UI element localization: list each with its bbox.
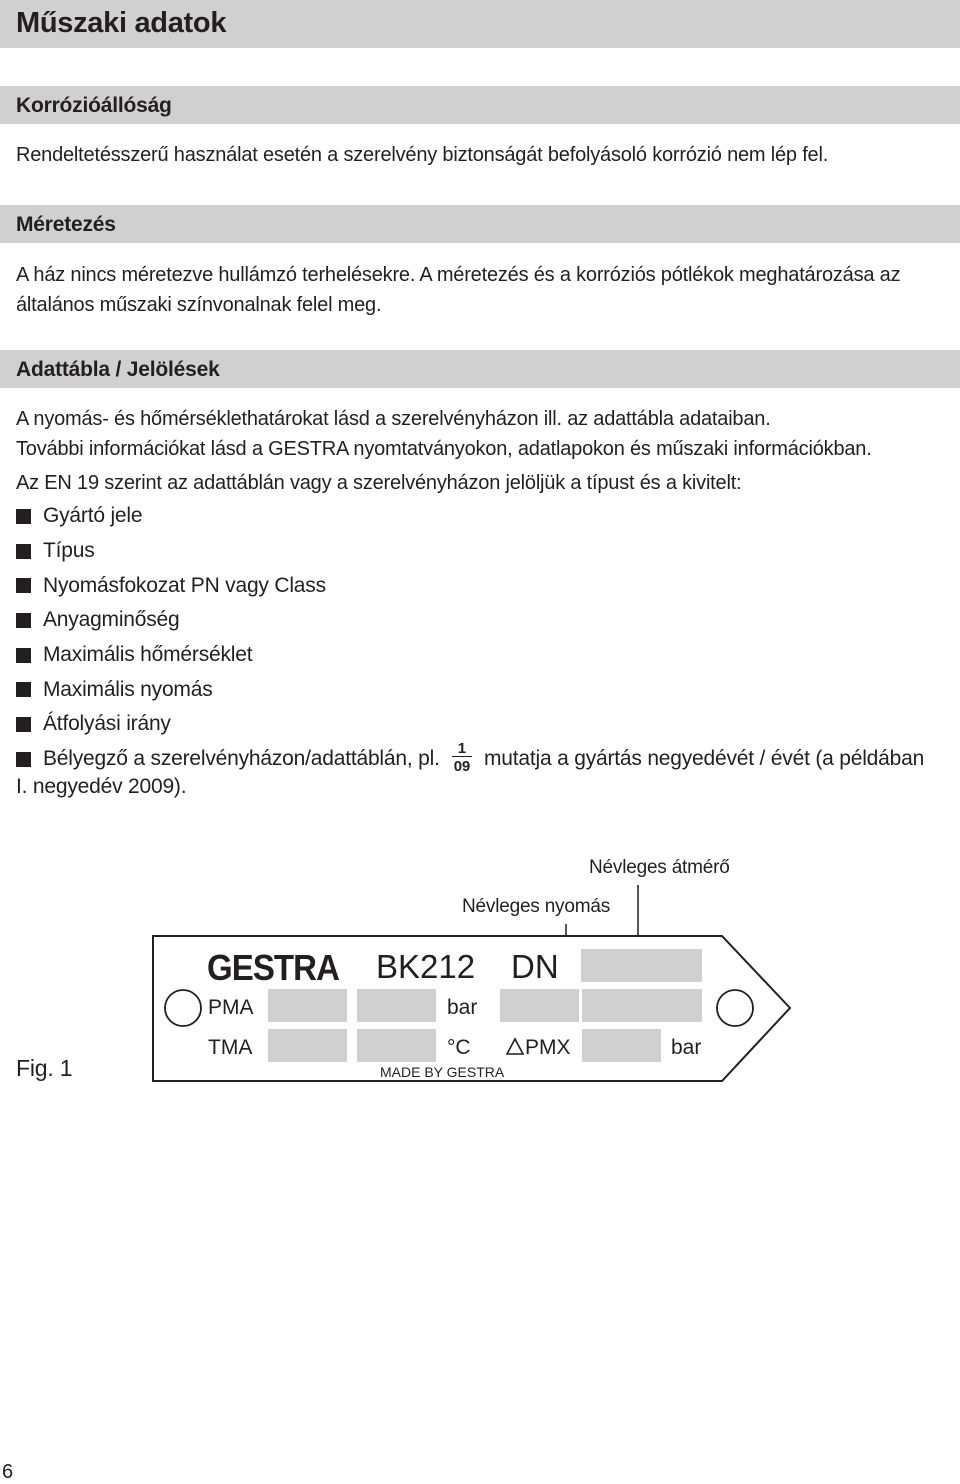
nominal-diameter-field	[582, 989, 702, 1022]
pma-value-field-1	[268, 989, 347, 1022]
stamp-item-continuation: I. negyedév 2009).	[16, 775, 187, 798]
list-item-stamp: Bélyegző a szerelvényházon/adattáblán, pl. $\frac{1}{09}$ mutatja a gyártás negyedévét / évét (a példában	[16, 742, 924, 777]
callout-nominal-pressure: Névleges nyomás	[462, 896, 611, 917]
date-stamp-fraction: $\frac{1}{09}$	[453, 739, 470, 775]
pmx-value-field	[582, 1029, 661, 1062]
list-item: Típus	[16, 534, 924, 569]
plate-made-by: MADE BY GESTRA	[380, 1064, 505, 1080]
list-item: Maximális hőmérséklet	[16, 638, 924, 673]
callout-nominal-diameter: Névleges átmérő	[589, 857, 730, 878]
list-item: Gyártó jele	[16, 499, 924, 534]
plate-model: BK212	[376, 948, 476, 985]
list-item: Maximális nyomás	[16, 672, 924, 707]
nameplate-text-line-2: További információkat lásd a GESTRA nyomtatványokon, adatlapokon és műszaki információkban.	[16, 438, 872, 460]
sizing-text-line-2: általános műszaki színvonalnak felel meg.	[16, 294, 382, 316]
list-item: Átfolyási irány	[16, 707, 924, 742]
corrosion-text: Rendeltetésszerű használat esetén a szerelvény biztonságát befolyásoló korrózió nem lép fel.	[16, 144, 829, 166]
list-item: Nyomásfokozat PN vagy Class	[16, 568, 924, 603]
nameplate-text-line-1: A nyomás- és hőmérséklethatárokat lásd a szerelvényházon ill. az adattábla adataiban.	[16, 408, 771, 430]
page-title: Műszaki adatok	[16, 7, 227, 39]
nameplate-text-line-3: Az EN 19 szerint az adattáblán vagy a szerelvényházon jelöljük a típust és a kivitelt:	[16, 472, 742, 494]
plate-dn-label: DN	[511, 948, 559, 985]
page-number: 6	[2, 1461, 14, 1483]
plate-unit-bar: bar	[447, 996, 478, 1019]
pma-value-field-2	[357, 989, 436, 1022]
dn-value-field	[581, 949, 702, 982]
plate-unit-celsius: °C	[447, 1036, 471, 1059]
nominal-pressure-field	[500, 989, 579, 1022]
section-heading-sizing: Méretezés	[16, 213, 116, 236]
figure-label: Fig. 1	[16, 1055, 73, 1081]
plate-pma-label: PMA	[208, 996, 254, 1019]
list-item: Anyagminőség	[16, 603, 924, 638]
section-heading-nameplate: Adattábla / Jelölések	[16, 358, 220, 381]
sizing-text-line-1: A ház nincs méretezve hullámzó terhelésekre. A méretezés és a korróziós pótlékok meghatározása az	[16, 264, 901, 286]
plate-pmx-label: PMX	[525, 1036, 571, 1059]
plate-tma-label: TMA	[208, 1036, 253, 1059]
plate-unit-bar-2: bar	[671, 1036, 702, 1059]
tma-value-field-2	[357, 1029, 436, 1062]
gestra-logo: GESTRA	[207, 947, 340, 988]
section-heading-corrosion: Korrózióállóság	[16, 94, 172, 117]
tma-value-field-1	[268, 1029, 347, 1062]
